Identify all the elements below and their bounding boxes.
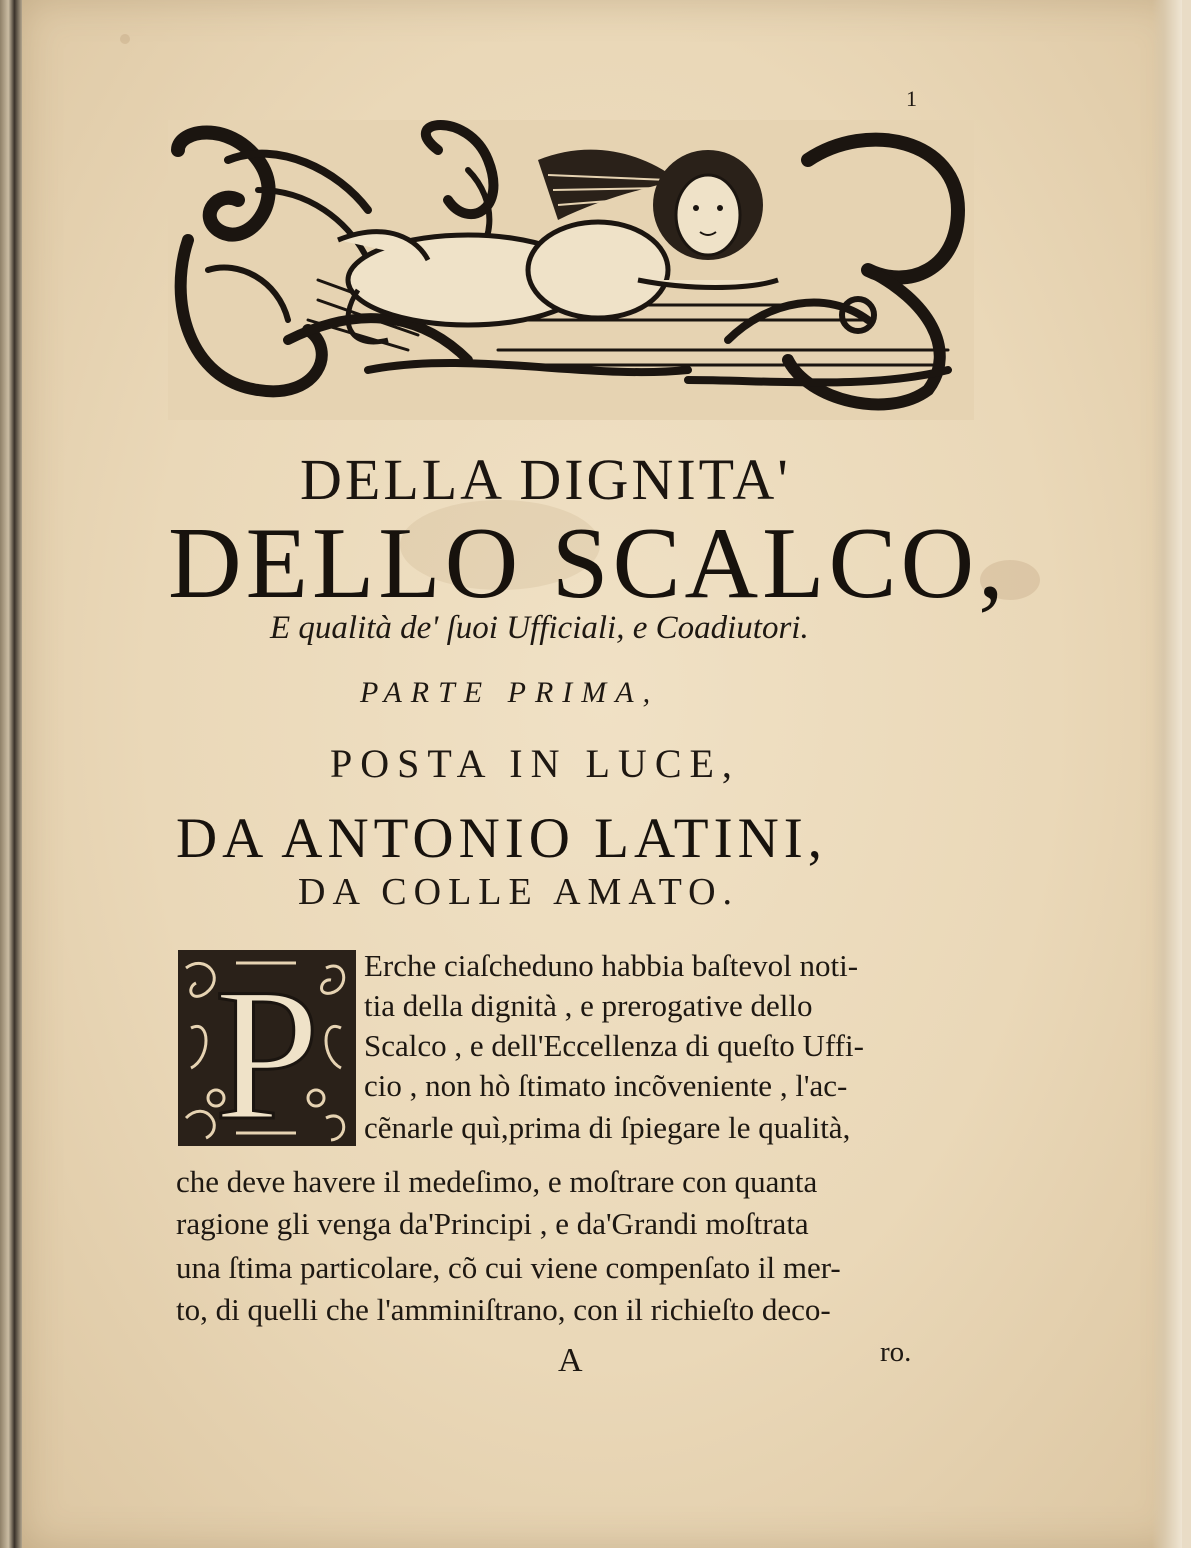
page-number: 1 — [906, 86, 917, 111]
catchword: ro. — [880, 1336, 912, 1368]
foxing-spot — [120, 34, 130, 44]
body-line: ragione gli venga da'Principi , e da'Grandi moſtrata — [176, 1206, 809, 1241]
body-line: cẽnarle quì,prima di ſpiegare le qualità, — [364, 1110, 851, 1145]
title-line-2: DELLO SCALCO, — [168, 507, 1008, 620]
body-line: to, di quelli che l'amminiſtrano, con il richieſto deco- — [176, 1292, 831, 1327]
author-line: DA ANTONIO LATINI, — [176, 807, 827, 870]
page-edge — [1152, 0, 1182, 1548]
part-heading: PARTE PRIMA, — [360, 676, 660, 709]
body-line: cio , non hò ſtimato incõveniente , l'ac- — [364, 1068, 848, 1103]
ornamented-drop-cap — [176, 948, 358, 1148]
signature-mark: A — [558, 1342, 583, 1379]
drop-cap-letter: P — [214, 950, 320, 1148]
body-line: Erche ciaſcheduno habbia baſtevol noti- — [364, 948, 859, 983]
woodcut-headpiece-ornament — [168, 120, 974, 420]
place-line: DA COLLE AMATO. — [298, 871, 740, 913]
body-line: Scalco , e dell'Eccellenza di queſto Uffi- — [364, 1028, 864, 1063]
body-line: una ſtima particolare, cõ cui viene compenſato il mer- — [176, 1250, 841, 1285]
body-line: che deve havere il medeſimo, e moſtrare con quanta — [176, 1164, 818, 1199]
publication-line: POSTA IN LUCE, — [330, 741, 740, 786]
body-line: tia della dignità , e prerogative dello — [364, 988, 813, 1023]
book-binding — [0, 0, 24, 1548]
title-line-1: DELLA DIGNITA' — [300, 447, 791, 512]
subtitle: E qualità de' ſuoi Ufficiali, e Coadiutori. — [270, 610, 809, 646]
